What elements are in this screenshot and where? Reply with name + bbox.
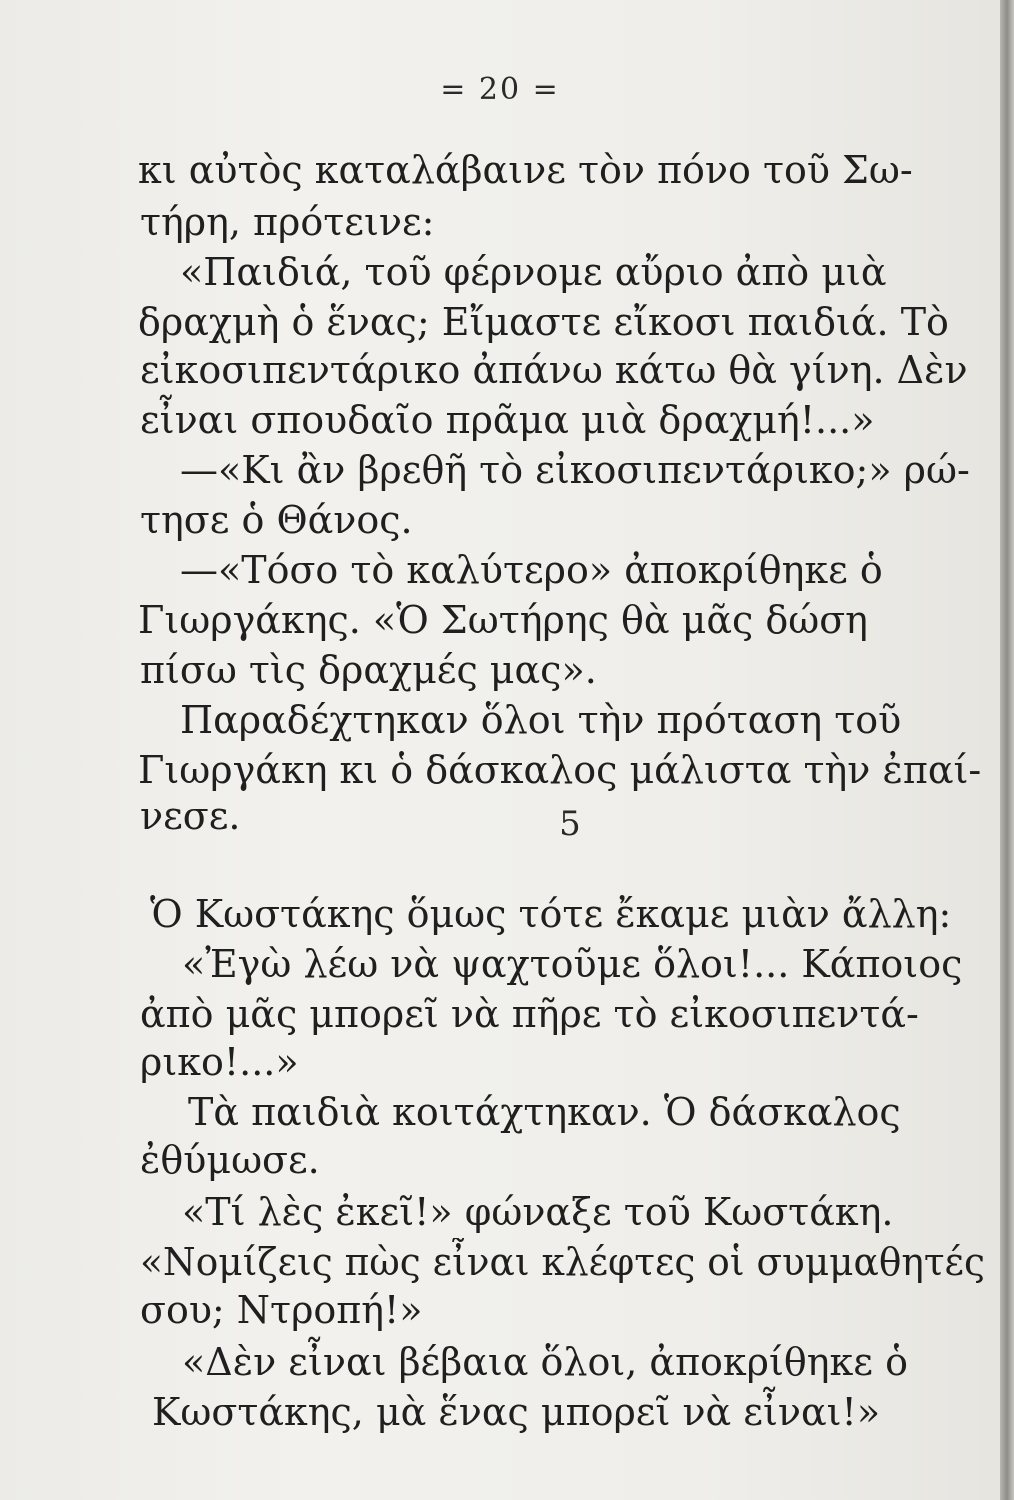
text-line: «Δὲν εἶναι βέβαια ὅλοι, ἀποκρίθηκε ὁ (182, 1340, 908, 1384)
binding-edge (1000, 0, 1014, 1500)
text-line: Κωστάκης, μὰ ἕνας μπορεῖ νὰ εἶναι!» (152, 1390, 881, 1434)
text-line: —«Κι ἂν βρεθῆ τὸ εἰκοσιπεντάρικο;» ρώ- (180, 448, 970, 492)
text-line: Ὁ Κωστάκης ὅμως τότε ἔκαμε μιὰν ἄλλη: (150, 892, 952, 936)
text-line: εἰκοσιπεντάρικο ἀπάνω κάτω θὰ γίνη. Δὲν (140, 348, 968, 392)
text-line: «Τί λὲς ἐκεῖ!» φώναξε τοῦ Κωστάκη. (182, 1190, 894, 1234)
text-line: ἐθύμωσε. (140, 1138, 320, 1182)
text-line: εἶναι σπουδαῖο πρᾶμα μιὰ δραχμή!...» (140, 398, 875, 442)
text-line: «Ἐγὼ λέω νὰ ψαχτοῦμε ὅλοι!... Κάποιος (182, 942, 963, 986)
page-number: = 20 = (440, 72, 560, 107)
text-line: κι αὐτὸς καταλάβαινε τὸν πόνο τοῦ Σω- (138, 148, 913, 192)
text-line: πίσω τὶς δραχμές μας». (140, 648, 597, 692)
text-line: σου; Ντροπή!» (140, 1288, 423, 1332)
text-line: Παραδέχτηκαν ὅλοι τὴν πρόταση τοῦ (180, 698, 902, 742)
text-line: τησε ὁ Θάνος. (140, 498, 413, 542)
text-line: «Νομίζεις πὼς εἶναι κλέφτες οἱ συμμαθητές (140, 1240, 985, 1284)
text-line: Τὰ παιδιὰ κοιτάχτηκαν. Ὁ δάσκαλος (188, 1090, 901, 1134)
text-line: «Παιδιά, τοῦ φέρνομε αὔριο ἀπὸ μιὰ (180, 250, 887, 294)
section-number: 5 (559, 804, 581, 844)
text-line: τήρη, πρότεινε: (140, 200, 435, 244)
text-line: Γιωργάκη κι ὁ δάσκαλος μάλιστα τὴν ἐπαί- (138, 748, 982, 792)
text-line: ρικο!...» (140, 1040, 299, 1084)
text-line: Γιωργάκης. «Ὁ Σωτήρης θὰ μᾶς δώση (138, 598, 868, 642)
text-line: ἀπὸ μᾶς μπορεῖ νὰ πῆρε τὸ εἰκοσιπεντά- (140, 992, 919, 1036)
text-line: δραχμὴ ὁ ἕνας; Εἴμαστε εἴκοσι παιδιά. Τὸ (138, 300, 949, 344)
text-line: —«Τόσο τὸ καλύτερο» ἀποκρίθηκε ὁ (180, 548, 883, 592)
text-line: νεσε. (140, 794, 241, 838)
